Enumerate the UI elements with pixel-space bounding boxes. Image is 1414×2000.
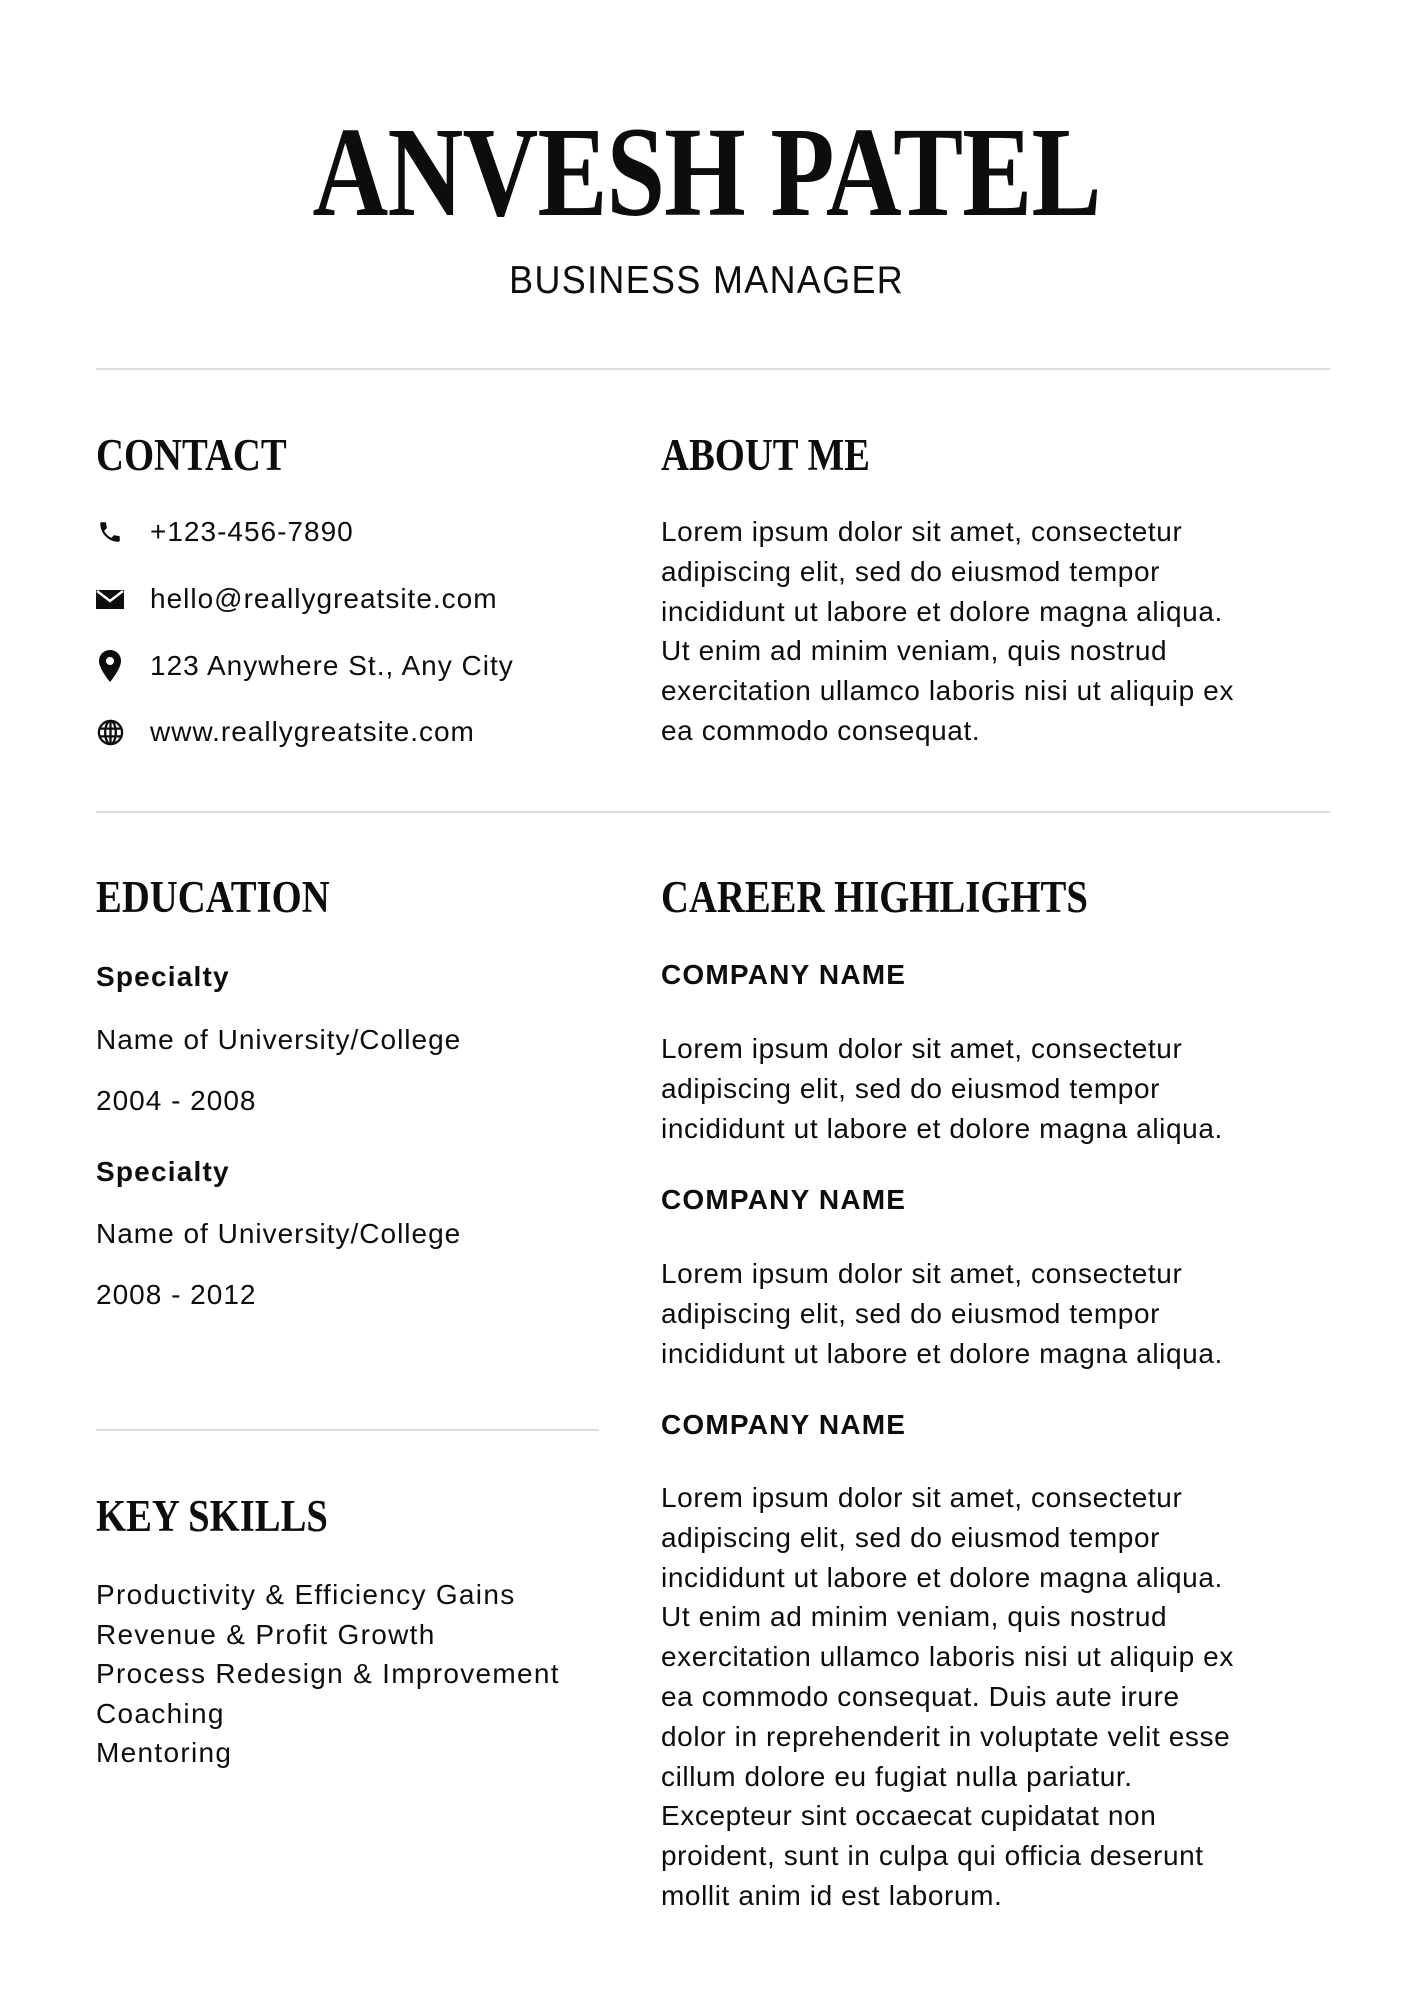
description-line: incididunt ut labore et dolore magna aliqua. xyxy=(661,1561,1223,1593)
description-line: Ut enim ad minim veniam, quis nostrud xyxy=(661,1601,1168,1633)
about-heading: ABOUT ME xyxy=(661,430,870,480)
company-name: COMPANY NAME xyxy=(661,1184,907,1215)
contact-heading: CONTACT xyxy=(96,430,287,480)
job-title: BUSINESS MANAGER xyxy=(509,259,905,302)
skills-list xyxy=(96,1575,560,1773)
company-name: COMPANY NAME xyxy=(661,959,907,990)
about-line: exercitation ullamco laboris nisi ut aliquip ex xyxy=(661,675,1234,707)
phone-icon xyxy=(96,518,124,546)
about-line: ea commodo consequat. xyxy=(661,714,981,746)
company-description xyxy=(661,1254,1223,1373)
about-line: Lorem ipsum dolor sit amet, consectetur xyxy=(661,516,1183,547)
divider xyxy=(96,811,1330,813)
location-pin-icon xyxy=(96,652,124,680)
description-line: Lorem ipsum dolor sit amet, consectetur xyxy=(661,1033,1183,1064)
description-line: proident, sunt in culpa qui officia deserunt xyxy=(661,1840,1204,1872)
description-line: incididunt ut labore et dolore magna aliqua. xyxy=(661,1337,1223,1369)
phone-value: +123-456-7890 xyxy=(150,516,354,547)
contact-phone xyxy=(96,512,354,552)
contact-address xyxy=(96,646,514,686)
skill-item: Mentoring xyxy=(96,1737,233,1769)
about-text xyxy=(661,512,1234,751)
description-line: Lorem ipsum dolor sit amet, consectetur xyxy=(661,1482,1183,1513)
company-description xyxy=(661,1029,1223,1148)
description-line: adipiscing elit, sed do eiusmod tempor xyxy=(661,1072,1161,1104)
description-line: ea commodo consequat. Duis aute irure xyxy=(661,1680,1180,1712)
about-line: Ut enim ad minim veniam, quis nostrud xyxy=(661,635,1168,667)
education-school: Name of University/College xyxy=(96,1024,462,1055)
address-value: 123 Anywhere St., Any City xyxy=(150,650,514,681)
globe-icon xyxy=(96,718,124,746)
description-line: adipiscing elit, sed do eiusmod tempor xyxy=(661,1297,1161,1329)
education-years: 2008 - 2012 xyxy=(96,1279,257,1310)
mail-icon xyxy=(96,585,124,613)
skill-item: Coaching xyxy=(96,1697,225,1729)
about-line: adipiscing elit, sed do eiusmod tempor xyxy=(661,555,1161,587)
career-heading: CAREER HIGHLIGHTS xyxy=(661,872,1088,922)
skills-heading: KEY SKILLS xyxy=(96,1491,328,1541)
company-description xyxy=(661,1478,1234,1916)
education-specialty: Specialty xyxy=(96,961,230,992)
education-school: Name of University/College xyxy=(96,1218,462,1249)
email-value[interactable]: hello@reallygreatsite.com xyxy=(150,583,498,614)
company-name: COMPANY NAME xyxy=(661,1409,907,1440)
website-value[interactable]: www.reallygreatsite.com xyxy=(150,716,475,747)
description-line: adipiscing elit, sed do eiusmod tempor xyxy=(661,1521,1161,1553)
education-years: 2004 - 2008 xyxy=(96,1085,257,1116)
description-line: exercitation ullamco laboris nisi ut aliquip ex xyxy=(661,1641,1234,1673)
description-line: mollit anim id est laborum. xyxy=(661,1879,1003,1911)
description-line: Excepteur sint occaecat cupidatat non xyxy=(661,1800,1157,1832)
description-line: incididunt ut labore et dolore magna aliqua. xyxy=(661,1112,1223,1144)
education-specialty: Specialty xyxy=(96,1156,230,1187)
contact-website xyxy=(96,712,475,752)
skill-item: Process Redesign & Improvement xyxy=(96,1658,560,1690)
skill-item: Productivity & Efficiency Gains xyxy=(96,1579,516,1610)
resume-name: ANVESH PATEL xyxy=(312,101,1102,243)
divider xyxy=(96,1429,599,1431)
about-line: incididunt ut labore et dolore magna aliqua. xyxy=(661,595,1223,627)
description-line: Lorem ipsum dolor sit amet, consectetur xyxy=(661,1258,1183,1289)
description-line: cillum dolore eu fugiat nulla pariatur. xyxy=(661,1760,1133,1792)
contact-email xyxy=(96,579,498,619)
education-heading: EDUCATION xyxy=(96,872,330,922)
divider xyxy=(96,368,1330,370)
skill-item: Revenue & Profit Growth xyxy=(96,1618,436,1650)
description-line: dolor in reprehenderit in voluptate velit esse xyxy=(661,1720,1231,1752)
